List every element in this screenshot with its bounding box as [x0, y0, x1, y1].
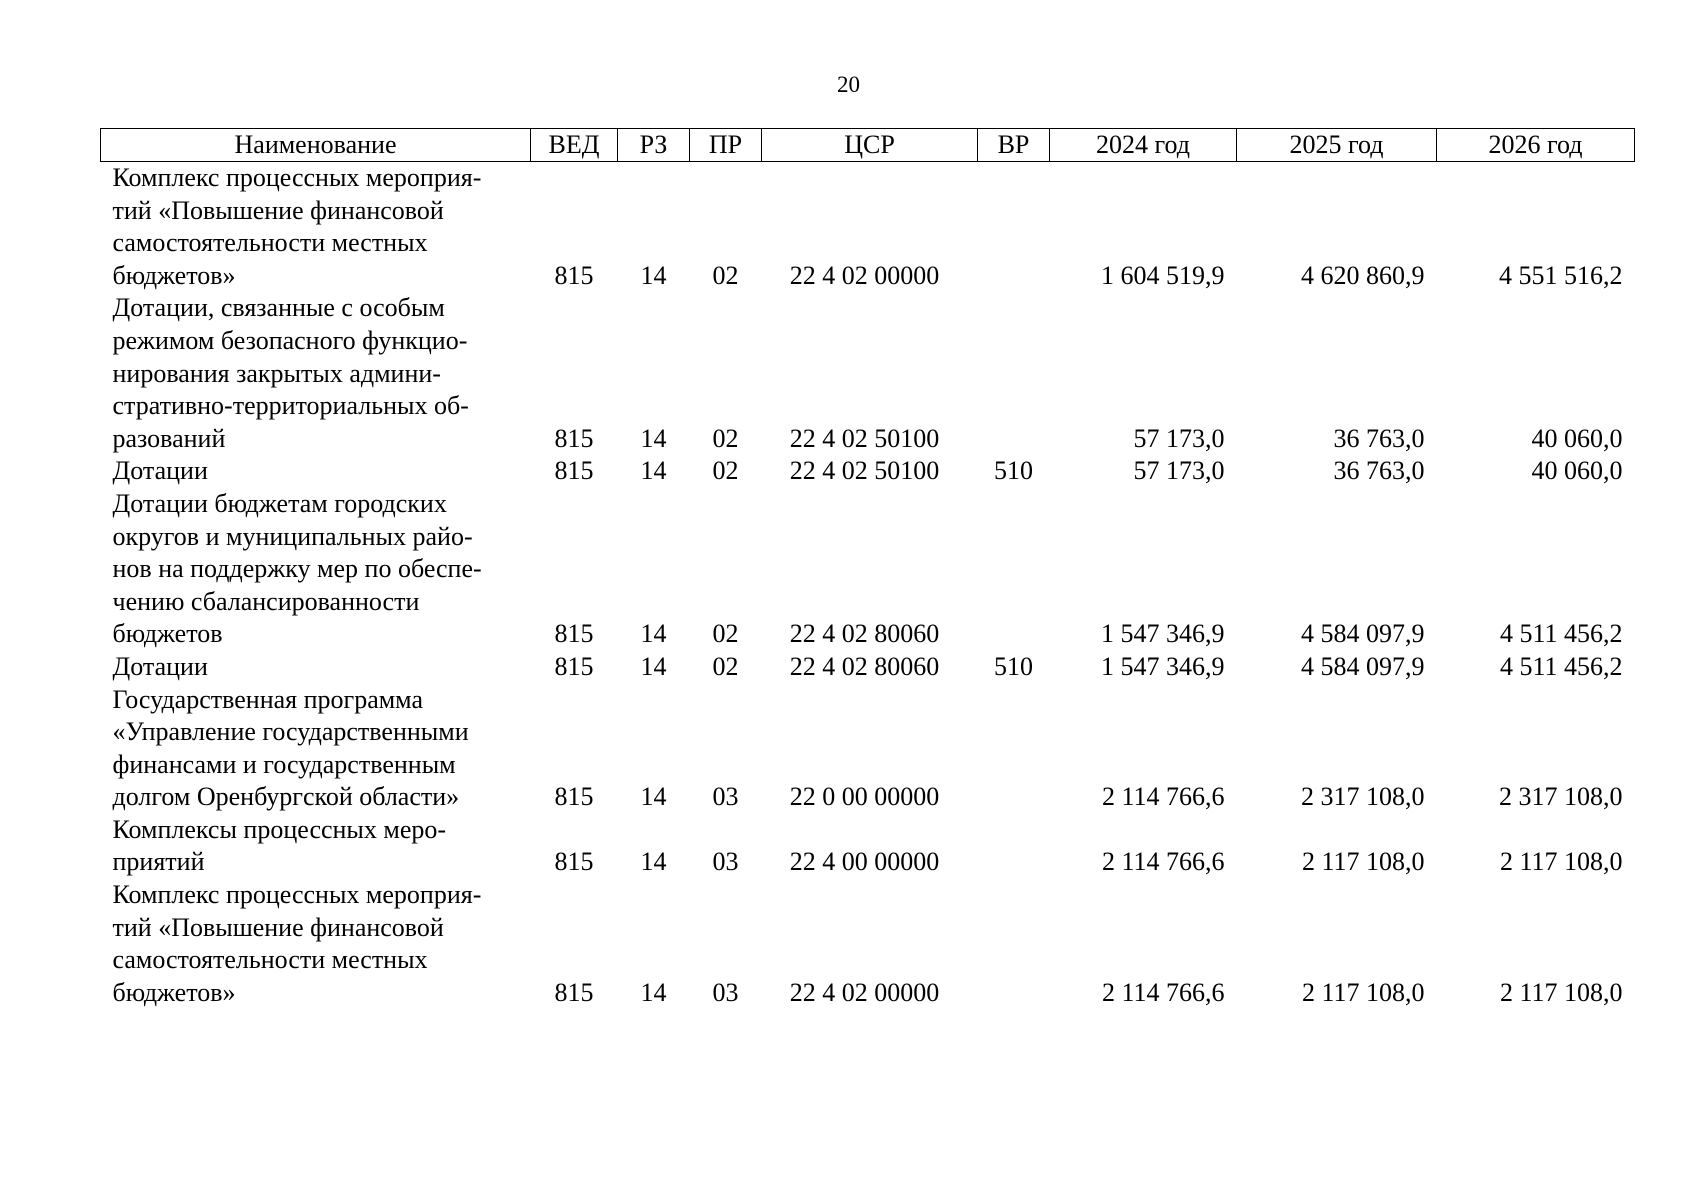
column-header-pr: ПР: [690, 129, 762, 162]
table-row: [101, 488, 1635, 651]
row-csr: 22 4 02 50100: [789, 423, 940, 453]
row-rz: 14: [640, 847, 667, 877]
row-2024: 57 173,0: [1133, 456, 1225, 486]
row-csr: 22 4 00 00000: [789, 847, 940, 877]
row-rz: 14: [640, 423, 667, 453]
row-2024: 1 547 346,9: [1101, 651, 1225, 681]
column-header-csr: ЦСР: [762, 129, 978, 162]
table-row: [101, 651, 1635, 684]
row-pr: 02: [712, 619, 739, 649]
row-2026: 2 317 108,0: [1499, 782, 1623, 812]
column-header-ved: ВЕД: [531, 129, 618, 162]
row-2025: 2 117 108,0: [1301, 977, 1425, 1007]
row-name: Комплекс процессных мероприя- тий «Повышение финансовой самостоятельности местных бюджетов»: [112, 880, 482, 1007]
row-2026: 4 511 456,2: [1499, 651, 1623, 681]
row-rz: 14: [640, 977, 667, 1007]
row-rz: 14: [640, 651, 667, 681]
row-pr: 03: [712, 782, 739, 812]
row-csr: 22 4 02 50100: [789, 456, 940, 486]
row-pr: 03: [712, 847, 739, 877]
row-name: Дотации бюджетам городских округов и муниципальных райо- нов на поддержку мер по обеспе- чению сбалансированности бюджетов: [112, 488, 482, 649]
budget-table: [100, 128, 1635, 1009]
row-vr: [978, 162, 1050, 293]
row-name: Комплекс процессных мероприя- тий «Повышение финансовой самостоятельности местных бюджетов»: [112, 163, 482, 290]
column-header-2024: 2024 год: [1050, 129, 1237, 162]
row-vr: [978, 879, 1050, 1009]
row-csr: 22 4 02 00000: [789, 977, 940, 1007]
row-name: Дотации, связанные с особым режимом безопасного функцио- нирования закрытых админи- стративно-территориальных об- разований: [112, 293, 469, 453]
row-vr: 510: [994, 651, 1033, 681]
row-2024: 2 114 766,6: [1101, 782, 1225, 812]
row-2026: 4 511 456,2: [1499, 619, 1623, 649]
column-header-vr: ВР: [978, 129, 1050, 162]
table-row: [101, 684, 1635, 814]
page-number: 20: [837, 72, 860, 97]
row-2024: 2 114 766,6: [1101, 977, 1225, 1007]
row-name: Комплексы процессных меро- приятий: [112, 814, 447, 877]
row-vr: 510: [994, 456, 1033, 486]
row-2024: 2 114 766,6: [1101, 847, 1225, 877]
row-2025: 4 584 097,9: [1301, 619, 1425, 649]
column-header-2026: 2026 год: [1437, 129, 1635, 162]
row-csr: 22 0 00 00000: [789, 782, 940, 812]
column-header-rz: РЗ: [618, 129, 690, 162]
row-2026: 4 551 516,2: [1499, 260, 1623, 290]
row-vr: [978, 684, 1050, 814]
table-row: [101, 879, 1635, 1009]
row-ved: 815: [554, 651, 594, 681]
table-row: [101, 292, 1635, 455]
row-csr: 22 4 02 80060: [789, 619, 940, 649]
column-header-2025: 2025 год: [1237, 129, 1437, 162]
row-vr: [978, 814, 1050, 879]
column-header-name: Наименование: [101, 129, 531, 162]
row-2025: 4 620 860,9: [1301, 260, 1425, 290]
table-row: [101, 162, 1635, 293]
row-2025: 2 117 108,0: [1301, 847, 1425, 877]
row-rz: 14: [640, 782, 667, 812]
row-2024: 1 547 346,9: [1101, 619, 1225, 649]
row-vr: [978, 488, 1050, 651]
row-pr: 02: [712, 651, 739, 681]
row-vr: [978, 292, 1050, 455]
row-ved: 815: [554, 619, 594, 649]
row-2024: 57 173,0: [1133, 423, 1225, 453]
table-row: [101, 455, 1635, 488]
row-ved: 815: [554, 423, 594, 453]
row-pr: 02: [712, 456, 739, 486]
row-2026: 40 060,0: [1531, 423, 1623, 453]
row-pr: 02: [712, 260, 739, 290]
row-2024: 1 604 519,9: [1101, 260, 1225, 290]
row-2026: 2 117 108,0: [1499, 847, 1623, 877]
row-ved: 815: [554, 782, 594, 812]
row-ved: 815: [554, 456, 594, 486]
row-2025: 36 763,0: [1333, 423, 1425, 453]
row-name: Дотации: [112, 651, 208, 681]
row-csr: 22 4 02 00000: [789, 260, 940, 290]
table-header-row: [101, 129, 1635, 162]
row-ved: 815: [554, 260, 594, 290]
row-name: Государственная программа «Управление государственными финансами и государственным долгом Оренбургской области»: [112, 684, 469, 812]
row-2025: 36 763,0: [1333, 456, 1425, 486]
row-2025: 4 584 097,9: [1301, 651, 1425, 681]
row-ved: 815: [554, 977, 594, 1007]
table-row: [101, 814, 1635, 879]
row-name: Дотации: [112, 456, 208, 486]
row-ved: 815: [554, 847, 594, 877]
row-2025: 2 317 108,0: [1301, 782, 1425, 812]
row-rz: 14: [640, 260, 667, 290]
row-rz: 14: [640, 456, 667, 486]
row-rz: 14: [640, 619, 667, 649]
row-csr: 22 4 02 80060: [789, 651, 940, 681]
row-pr: 02: [712, 423, 739, 453]
row-2026: 40 060,0: [1531, 456, 1623, 486]
row-2026: 2 117 108,0: [1499, 977, 1623, 1007]
row-pr: 03: [712, 977, 739, 1007]
